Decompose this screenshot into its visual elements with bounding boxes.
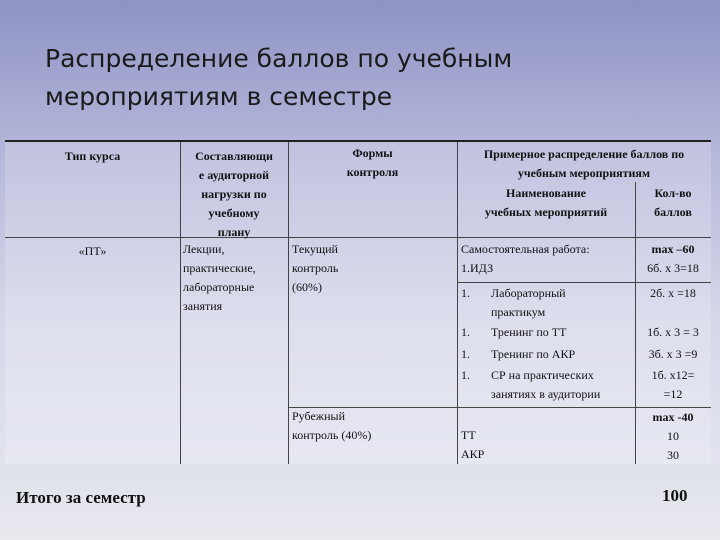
- points-lab-practicum: 2б. х =18: [650, 286, 696, 300]
- list-number: 1.: [461, 347, 470, 361]
- activity-training-akr: Тренинг по АКР: [491, 347, 576, 361]
- points-training-akr: 3б. х 3 =9: [648, 347, 698, 361]
- activity-class-independent-work: СР на практических занятиях в аудитории: [491, 368, 601, 401]
- milestone-points: max -40 10 30: [652, 410, 694, 462]
- course-type-value: «ПТ»: [78, 244, 107, 258]
- points-training-tt: 1б. х 3 = 3: [647, 325, 699, 339]
- header-course-type: Тип курса: [64, 149, 121, 163]
- load-components-list: Лекции, практические, лабораторные занятия: [183, 242, 256, 313]
- current-control-label: Текущий контроль (60%): [292, 242, 339, 294]
- list-number: 1.: [461, 325, 470, 339]
- table-divider: [457, 282, 711, 283]
- points-independent-work: max –60 6б. х 3=18: [647, 242, 699, 275]
- activity-independent-work: Самостоятельная работа: 1.ИДЗ: [461, 242, 590, 275]
- points-class-independent-work: 1б. х12= =12: [651, 368, 695, 401]
- table-divider: [5, 237, 711, 238]
- milestone-control-label: Рубежный контроль (40%): [292, 409, 372, 442]
- total-value: 100: [662, 486, 688, 505]
- header-activity-name: Наименование учебных мероприятий: [484, 186, 608, 219]
- list-number: 1.: [461, 286, 470, 300]
- table-divider: [288, 142, 289, 467]
- total-label: Итого за семестр: [16, 488, 146, 507]
- header-load-components: Составляющи е аудиторной нагрузки по учебному плану: [195, 149, 273, 239]
- activity-lab-practicum: Лабораторный практикум: [491, 286, 566, 319]
- header-distribution: Примерное распределение баллов по учебным мероприятиям: [483, 147, 685, 180]
- list-number: 1.: [461, 368, 470, 382]
- header-control-forms: Формы контроля: [346, 146, 399, 179]
- slide-title: Распределение баллов по учебным мероприятиям в семестре: [45, 44, 513, 111]
- milestone-activities: ТТ АКР: [461, 428, 485, 461]
- header-points-count: Кол-во баллов: [654, 186, 692, 219]
- points-table: [5, 140, 711, 469]
- activity-training-tt: Тренинг по ТТ: [491, 325, 567, 339]
